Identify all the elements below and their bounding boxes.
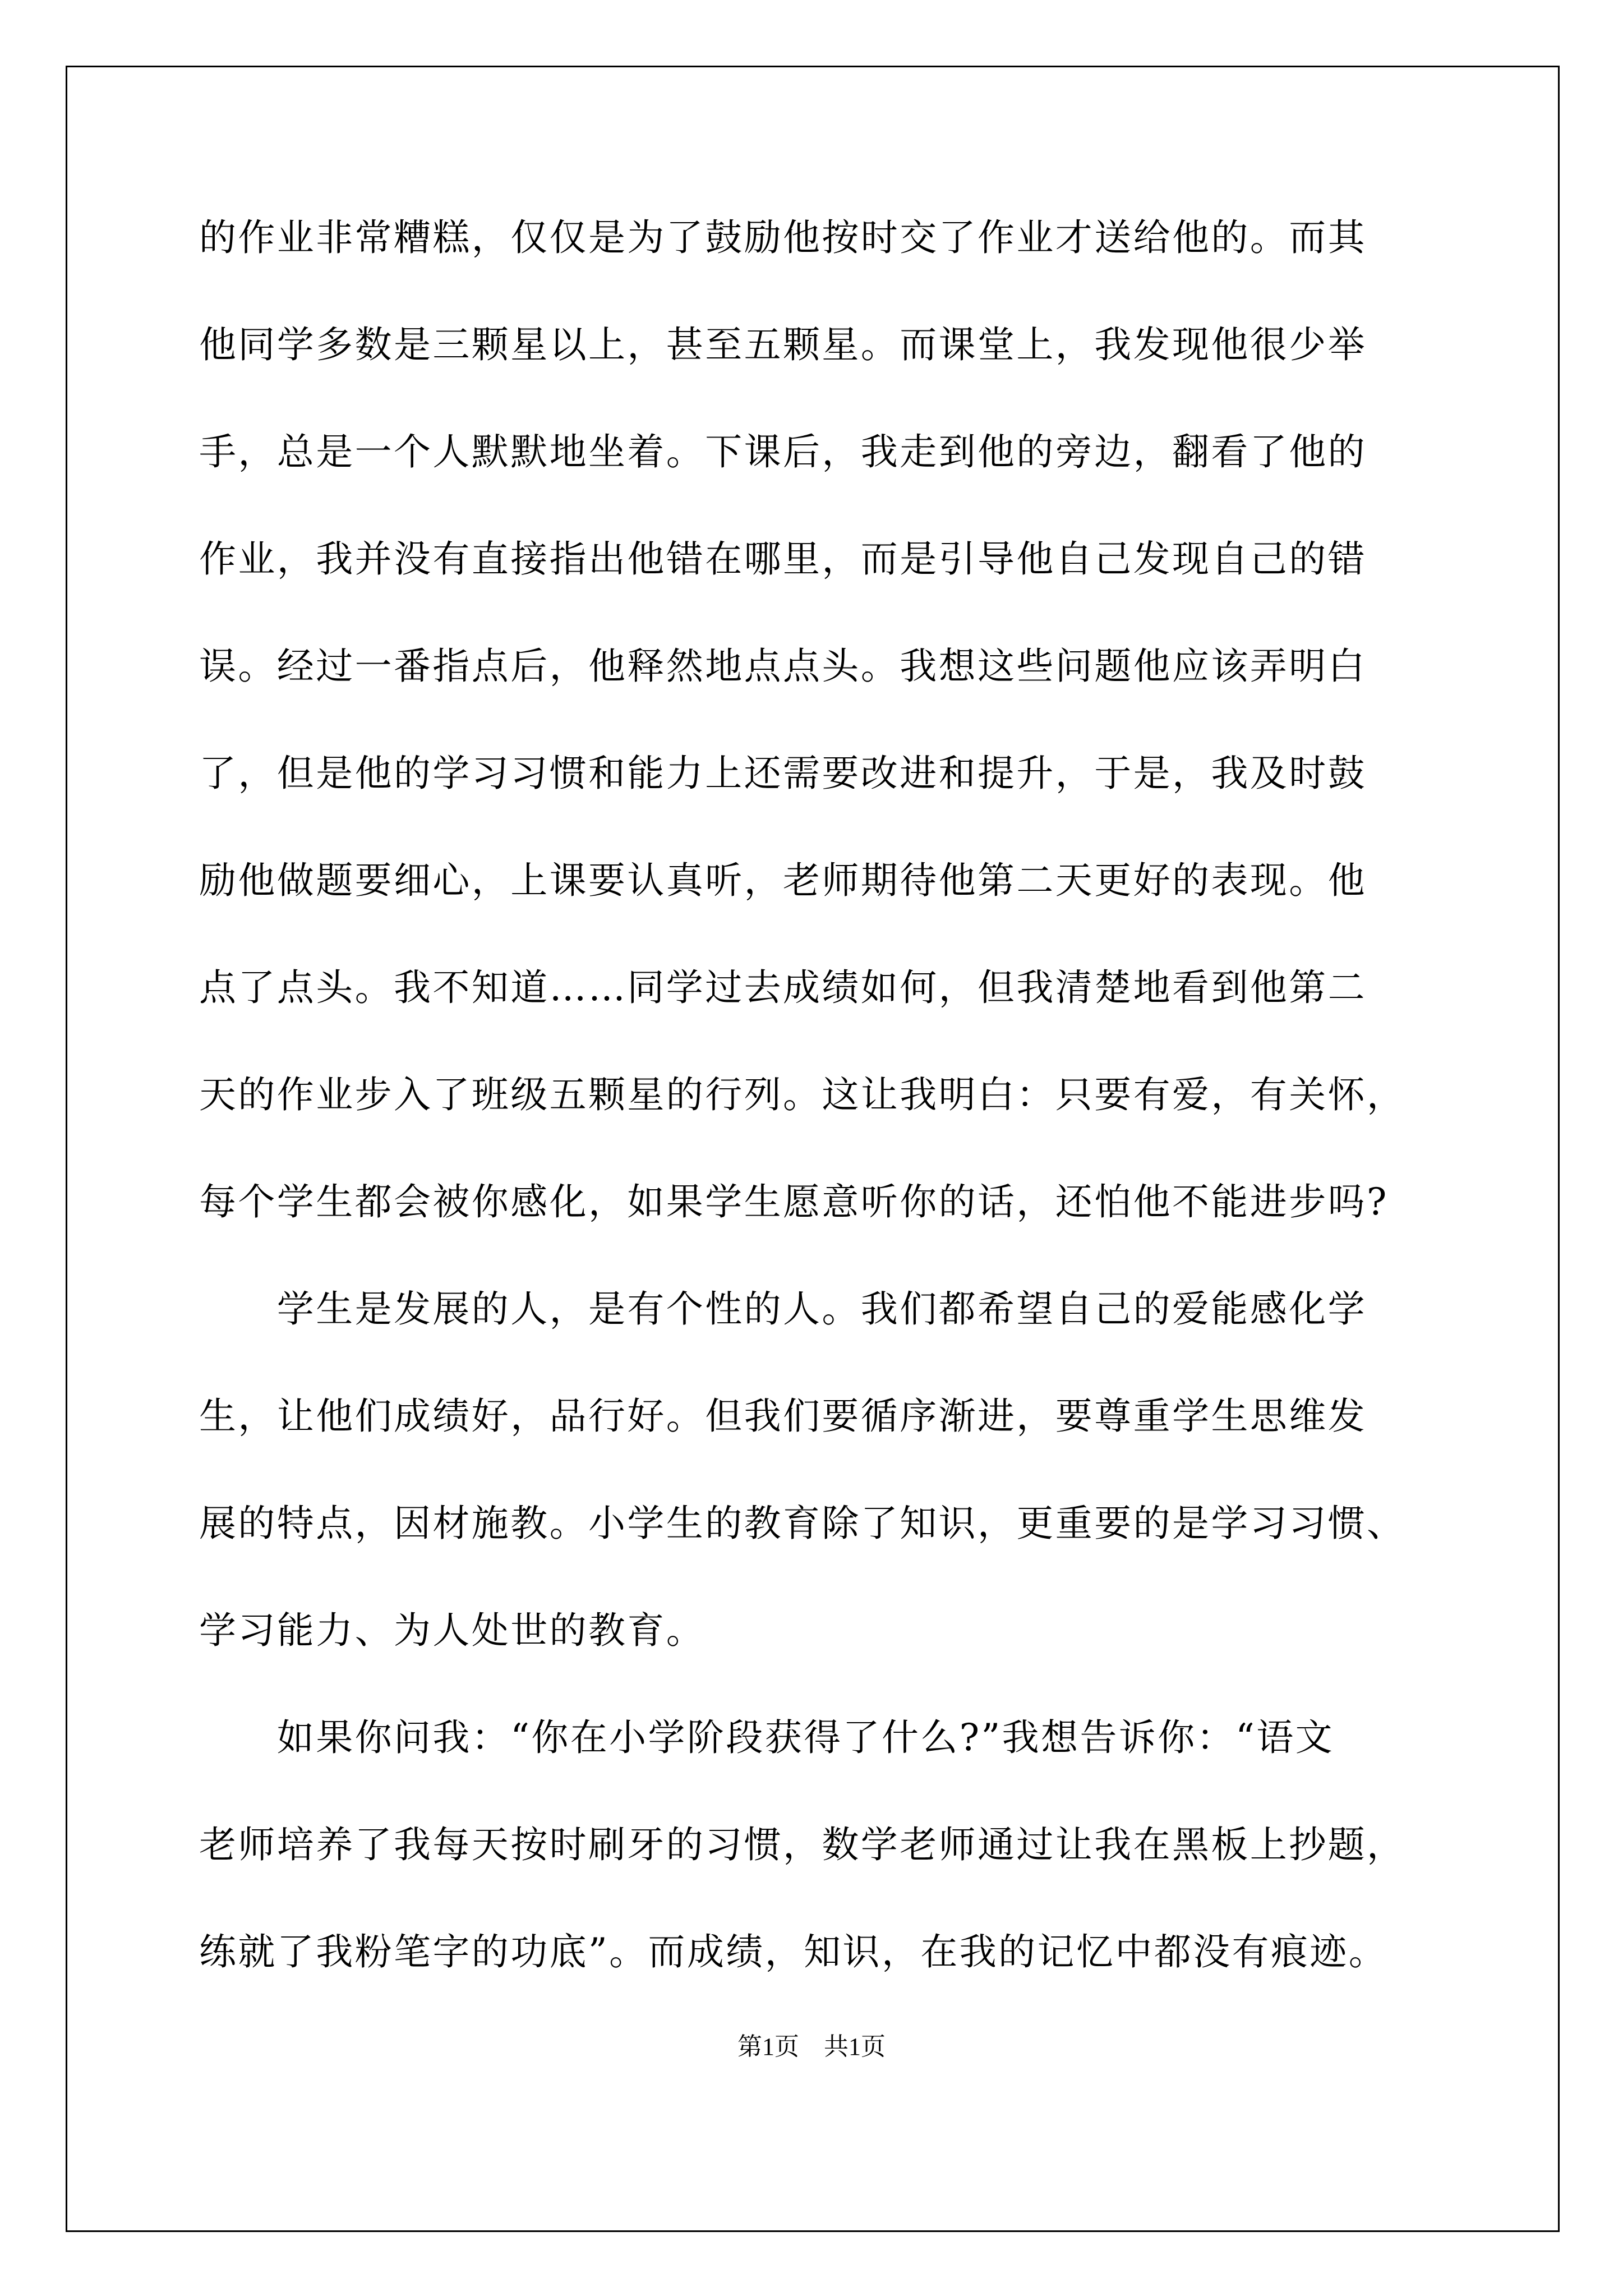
page-number: 第1页 <box>737 2033 799 2060</box>
page-footer <box>0 2026 1623 2062</box>
text-line: 了，但是他的学习习惯和能力上还需要改进和提升，于是，我及时鼓 <box>199 752 1367 795</box>
text-line: 点了点头。我不知道……同学过去成绩如何，但我清楚地看到他第二 <box>199 966 1367 1009</box>
text-line: 作业，我并没有直接指出他错在哪里，而是引导他自己发现自己的错 <box>199 537 1367 581</box>
text-line: 励他做题要细心，上课要认真听，老师期待他第二天更好的表现。他 <box>199 859 1367 902</box>
text-line: 生，让他们成绩好，品行好。但我们要循序渐进，要尊重学生思维发 <box>199 1395 1367 1438</box>
text-line: 学习能力、为人处世的教育。 <box>199 1609 706 1652</box>
text-line: 天的作业步入了班级五颗星的行列。这让我明白：只要有爱，有关怀， <box>199 1073 1406 1116</box>
page-total: 共1页 <box>824 2033 886 2060</box>
text-line: 练就了我粉笔字的功底”。而成绩，知识，在我的记忆中都没有痕迹。 <box>199 1930 1388 1973</box>
text-line: 误。经过一番指点后，他释然地点点头。我想这些问题他应该弄明白 <box>199 645 1367 688</box>
text-line: 如果你问我：“你在小学阶段获得了什么?”我想告诉你：“语文 <box>199 1716 1335 1759</box>
text-line: 他同学多数是三颗星以上，甚至五颗星。而课堂上，我发现他很少举 <box>199 323 1367 366</box>
text-line: 手，总是一个人默默地坐着。下课后，我走到他的旁边，翻看了他的 <box>199 430 1367 473</box>
document-body <box>199 218 1433 2039</box>
text-line: 的作业非常糟糕，仅仅是为了鼓励他按时交了作业才送给他的。而其 <box>199 216 1367 259</box>
text-line: 每个学生都会被你感化，如果学生愿意听你的话，还怕他不能进步吗? <box>199 1180 1389 1223</box>
text-line: 展的特点，因材施教。小学生的教育除了知识，更重要的是学习习惯、 <box>199 1502 1406 1545</box>
text-line: 老师培养了我每天按时刷牙的习惯，数学老师通过让我在黑板上抄题， <box>199 1823 1406 1866</box>
text-line: 学生是发展的人，是有个性的人。我们都希望自己的爱能感化学 <box>199 1287 1367 1331</box>
